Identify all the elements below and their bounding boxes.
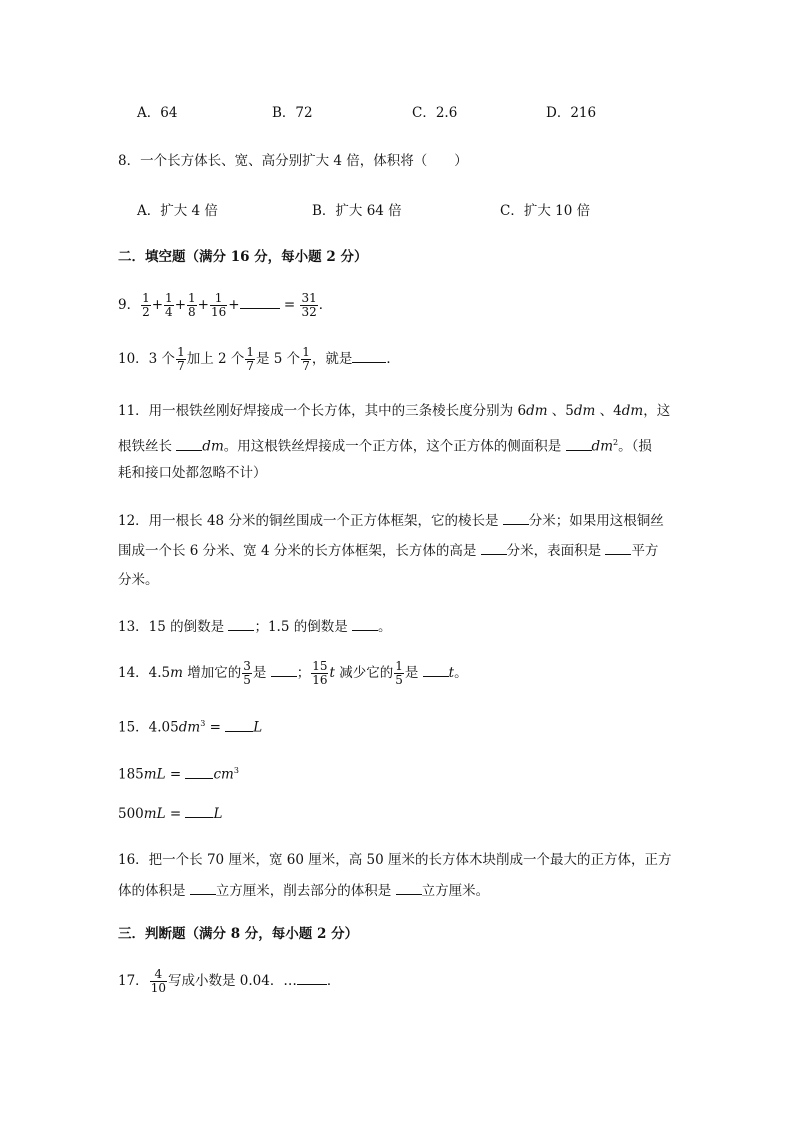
q8-option-a: A．扩大 4 倍 bbox=[137, 203, 218, 219]
q17-blank bbox=[297, 970, 327, 985]
q12-blank-1 bbox=[503, 510, 529, 525]
q14-blank-1 bbox=[271, 662, 297, 677]
q16-blank-2 bbox=[396, 880, 422, 895]
section-3-title: 三．判断题（满分 8 分，每小题 2 分） bbox=[118, 926, 359, 942]
q12-line-2: 围成一个长 6 分米、宽 4 分米的长方体框架，长方体的高是 分米，表面积是 平方 bbox=[118, 540, 658, 561]
q16-line-2: 体的体积是 立方厘米，削去部分的体积是 立方厘米。 bbox=[118, 880, 489, 901]
q7-option-d: D．216 bbox=[546, 105, 597, 121]
q15-blank-2 bbox=[185, 764, 213, 779]
q14: 14．4.5m 增加它的 $\frac{3}{5}$ 是 ； $\frac{15}{16}$ t 减少它的 $\frac{1}{5}$ 是 t。 bbox=[118, 659, 468, 687]
q15-line-2: $185mL = cm^3$ bbox=[118, 761, 239, 785]
q11-line-2: 根铁丝长 dm。用这根铁丝焊接成一个正方体，这个正方体的侧面积是 $dm^2$。（损 bbox=[118, 433, 652, 457]
q8-option-c: C．扩大 10 倍 bbox=[500, 203, 591, 219]
q11-blank-1 bbox=[176, 436, 202, 451]
q17: 17． $\frac{4}{10}$ 写成小数是 0.04．… ． bbox=[118, 967, 341, 995]
q9-frac-1: $\frac{1}{2}$ bbox=[142, 291, 150, 319]
q10-blank bbox=[352, 348, 386, 363]
q12-line-3: 分米。 bbox=[118, 572, 159, 588]
q12-line-1: 12．用一根长 48 分米的铜丝围成一个正方体框架，它的棱长是 分米；如果用这根铜丝 bbox=[118, 510, 664, 531]
q7-option-a: A．64 bbox=[137, 105, 178, 121]
q9-frac-2: $\frac{1}{4}$ bbox=[165, 291, 173, 319]
q13-blank-2 bbox=[352, 616, 378, 631]
q9-result: $\frac{31}{32}$ bbox=[301, 291, 317, 319]
q13: 13．15 的倒数是 ；1.5 的倒数是 。 bbox=[118, 616, 392, 637]
q10: 10．3 个 $\frac{1}{7}$ 加上 2 个 $\frac{1}{7}$ 是 5 个 $\frac{1}{7}$ ，就是 ． bbox=[118, 345, 400, 373]
q12-blank-2 bbox=[481, 540, 507, 555]
q15-blank-3 bbox=[185, 803, 213, 818]
section-2-title: 二．填空题（满分 16 分，每小题 2 分） bbox=[118, 249, 368, 265]
q16-blank-1 bbox=[190, 880, 216, 895]
q9: 9． $\frac{1}{2}$ + $\frac{1}{4}$ + $\frac{1}{8}$ + $\frac{1}{16}$ + = $\frac{31}{32}$ ． bbox=[118, 291, 333, 319]
q9-frac-4: $\frac{1}{16}$ bbox=[210, 291, 227, 319]
q7-option-c: C．2.6 bbox=[412, 105, 458, 121]
q11-line-1: 11．用一根铁丝刚好焊接成一个长方体，其中的三条棱长度分别为 6dm 、5dm 、4dm，这 bbox=[118, 403, 671, 419]
q14-blank-2 bbox=[423, 662, 449, 677]
q7-option-b: B．72 bbox=[272, 105, 313, 121]
q15-line-3: 500mL = L bbox=[118, 803, 222, 824]
q15-blank-1 bbox=[225, 717, 253, 732]
q8-stem: 8．一个长方体长、宽、高分别扩大 4 倍，体积将（ ） bbox=[118, 153, 468, 169]
q9-frac-3: $\frac{1}{8}$ bbox=[188, 291, 196, 319]
q16-line-1: 16．把一个长 70 厘米，宽 60 厘米，高 50 厘米的长方体木块削成一个最大的正方体，正方 bbox=[118, 852, 672, 868]
q15-line-1: 15．$4.05dm^3 = L$ bbox=[118, 714, 262, 738]
q11-blank-2 bbox=[566, 436, 592, 451]
q13-blank-1 bbox=[228, 616, 254, 631]
q9-blank bbox=[240, 294, 280, 309]
q8-option-b: B．扩大 64 倍 bbox=[312, 203, 402, 219]
q11-line-3: 耗和接口处都忽略不计） bbox=[118, 465, 267, 481]
q12-blank-3 bbox=[605, 540, 631, 555]
